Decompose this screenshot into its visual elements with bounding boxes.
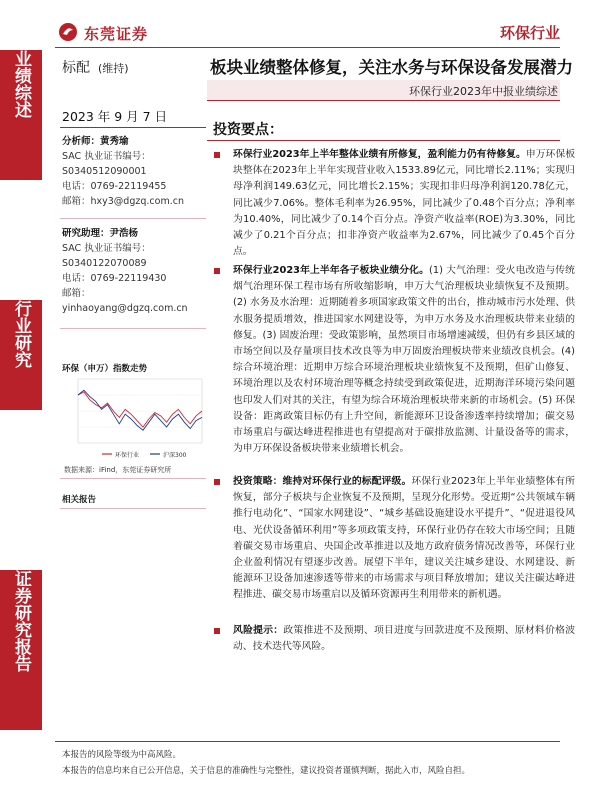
footer-divider	[55, 741, 560, 742]
logo-mark-icon	[58, 22, 78, 42]
assistant-divider	[60, 328, 206, 329]
title-divider	[207, 100, 560, 101]
chart-source: 数据来源：iFind，东莞证券研究所	[64, 466, 172, 474]
related-reports-heading: 相关报告	[62, 495, 97, 505]
point-subsectors	[233, 263, 575, 457]
legend-label-1: 环保行业	[115, 452, 140, 459]
point-performance	[233, 147, 575, 260]
analyst-cert: S0340512090001	[62, 166, 147, 177]
report-title: 板块业绩整体修复，关注水务与环保设备发展潜力	[210, 58, 573, 77]
analyst-block	[62, 134, 184, 209]
footer-risk-level: 本报告的风险等级为中高风险。	[62, 750, 182, 760]
bullet-icon	[214, 268, 220, 274]
point-subsectors-body: (1) 大气治理：受火电改造与传统烟气治理环保工程市场有所收缩影响，申万大气治理板块业绩恢复不及预期。(2) 水务及水治理：近期随着多项国家政策文件的出台，推动城市污水处理、供水服务提质增效，推进国家水网建设等，为申万水务及水治理板块带来业绩的修复。(3) 固废治理：受政策影响，虽然项目市场增速减缓，但仍有乡县区域的市场空间以及存量项目技术改良等为申万固废治理板块带来业绩改良机会。(4) 综合环境治理：近期申万综合环境治理板块业绩恢复不及预期，但矿山修复、环境治理以及农村环境治理等概念持续受到政策促进，近期海洋环境污染问题也印发人们对其的关注，有望为综合环境治理板块带来新的市场机会。(5) 环保设备：距离政策目标仍有上升空间，新能源环卫设备渗透率持续增加；碳交易市场重启与碳达峰进程推进也有望提高对于碳排放监测、计量设备等的需求，为申万环保设备板块带来业绩增长机会。	[233, 265, 575, 455]
assistant-cert: S0340122070089	[62, 258, 147, 269]
assistant-email[interactable]: yinhaoyang@dgzq.com.cn	[62, 303, 188, 314]
analyst-divider	[60, 218, 206, 219]
key-points-heading: 投资要点：	[213, 122, 283, 138]
analyst-cert-label: SAC 执业证书编号：	[62, 151, 151, 162]
assistant-cert-label: SAC 执业证书编号：	[62, 243, 151, 254]
bullet-icon	[214, 479, 220, 485]
point-risk	[233, 623, 575, 655]
rating	[62, 57, 129, 77]
index-trend-chart	[62, 375, 206, 463]
band-summary	[0, 50, 42, 180]
analyst-email[interactable]: 邮箱：hxy3@dgzq.com.cn	[62, 196, 184, 207]
analyst-phone: 电话：0769-22119455	[62, 181, 167, 192]
point-risk-lead: 风险提示：	[233, 625, 284, 636]
assistant-email-label: 邮箱：	[62, 288, 91, 299]
point-strategy-lead: 投资策略：维持对环保行业的标配评级。	[233, 476, 412, 487]
point-performance-lead: 环保行业2023年上半年整体业绩有所修复，盈利能力仍有待修复。	[233, 149, 526, 160]
band-summary-label: 业绩综述	[11, 50, 31, 118]
bullet-icon	[214, 152, 220, 158]
assistant-block	[62, 226, 188, 316]
date-divider	[60, 127, 206, 128]
band-report-label: 证券研究报告	[11, 570, 31, 672]
band-industry	[0, 300, 42, 410]
rating-sub: (维持)	[98, 62, 129, 75]
rating-value: 标配	[62, 60, 90, 76]
footer-disclaimer: 本报告的信息均来自已公开信息，关于信息的准确性与完整性，建议投资者谨慎判断，据此入市，风险自担。	[62, 766, 471, 776]
assistant-name: 研究助理：尹浩杨	[62, 228, 139, 239]
industry-label: 环保行业	[499, 24, 560, 42]
company-logo	[58, 20, 178, 44]
related-divider	[60, 508, 206, 509]
assistant-phone: 电话：0769-22119430	[62, 273, 167, 284]
header-divider	[55, 47, 560, 48]
logo-text: 东莞证券	[84, 25, 149, 43]
points-divider	[207, 140, 560, 141]
analyst-name: 分析师：黄秀瑜	[62, 136, 129, 147]
point-performance-body: 申万环保板块整体在2023年上半年实现营业收入1533.89亿元，同比增长2.11%；实现归母净利润149.63亿元，同比增长2.15%；实现扣非归母净利润120.78亿元，同比减少7.06%。整体毛利率为26.95%，同比减少了0.48个百分点；净利率为10.40%，同比减少了0.14个百分点。净资产收益率(ROE)为3.30%，同比减少了0.21个百分点；扣非净资产收益率为2.67%，同比减少了0.45个百分点。	[233, 149, 575, 258]
bullet-icon	[214, 628, 220, 634]
point-subsectors-lead: 环保行业2023年上半年各子板块业绩分化。	[233, 265, 430, 276]
point-strategy	[233, 474, 575, 604]
report-date: 2023 年 9 月 7 日	[62, 109, 168, 124]
legend-label-2: 沪深300	[163, 452, 187, 459]
band-industry-label: 行业研究	[11, 300, 31, 368]
chart-divider	[60, 478, 206, 479]
chart-title: 环保（申万）指数走势	[62, 364, 148, 374]
report-subtitle: 环保行业2023年中报业绩综述	[409, 85, 558, 98]
point-risk-body: 政策推进不及预期、项目进度与回款进度不及预期、原材料价格波动、技术迭代等风险。	[233, 625, 576, 653]
band-report	[0, 570, 42, 730]
point-strategy-body: 环保行业2023年上半年业绩整体有所恢复，部分子板块与企业恢复不及预期，呈现分化形势。受近期“公共领域车辆推行电动化”、“国家水网建设”、“城乡基础设施建设水平提升”、“促进退役风电、光伏设备循环利用”等多项政策支持，环保行业仍存在较大市场空间；且随着碳交易市场重启、央国企改革推进以及地方政府债务情况改善等，环保行业企业盈利情况有望逐步改善。展望下半年，建议关注城乡建设、水网建设、新能源环卫设备加速渗透等带来的市场需求与项目释放增加；建议关注碳达峰进程推进、碳交易市场重启以及循环资源再生利用带来的新机遇。	[233, 476, 576, 601]
